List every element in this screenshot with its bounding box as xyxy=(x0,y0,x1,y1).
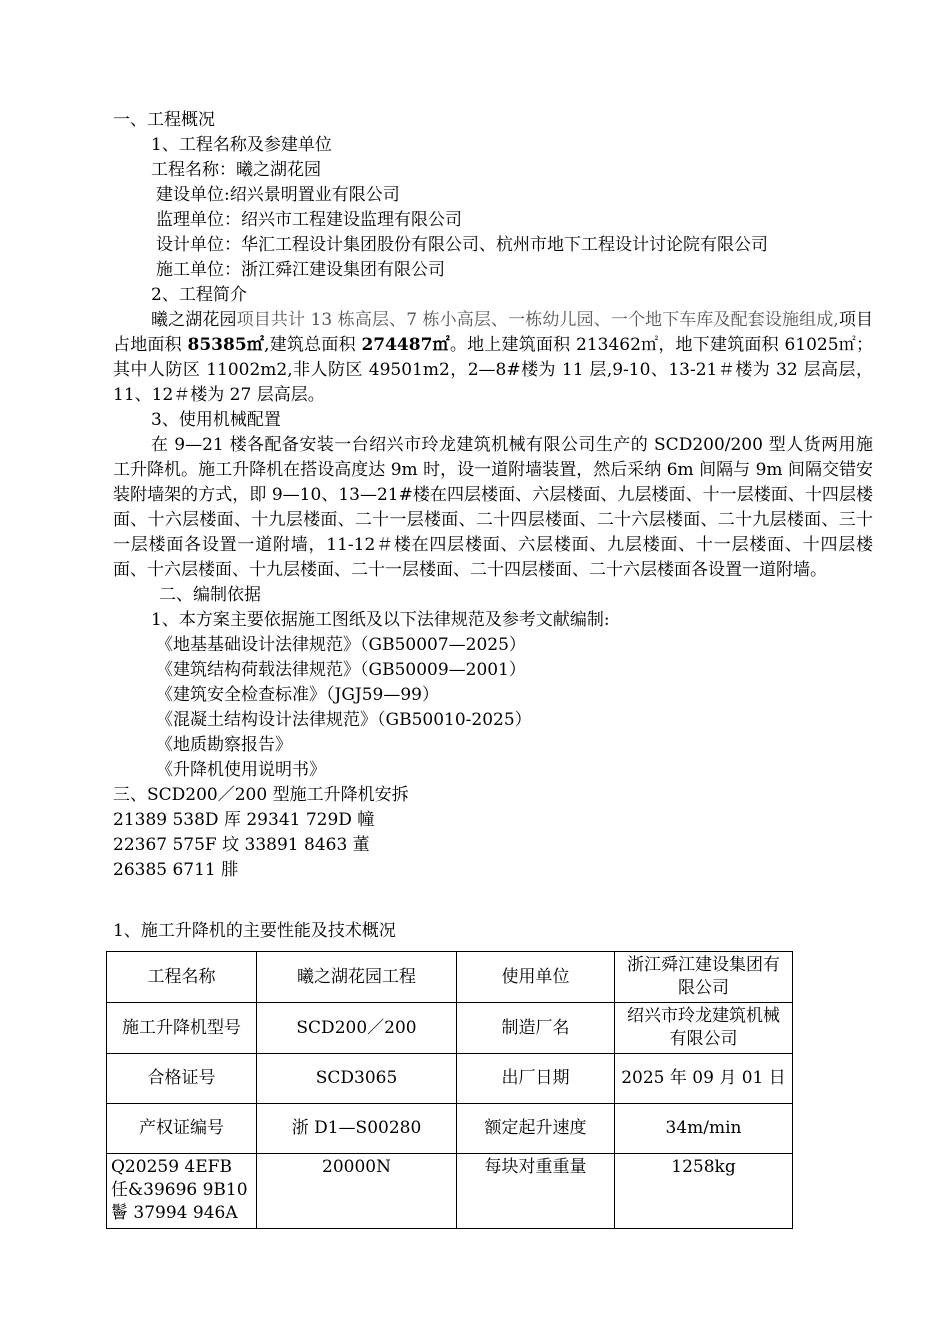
intro-area-total: 274487㎡ xyxy=(361,335,450,355)
table-row xyxy=(107,952,793,1003)
code-line: 26385 6711 腓 xyxy=(113,860,239,880)
table-cell: SCD200／200 xyxy=(257,1003,457,1054)
table-cell: 工程名称 xyxy=(107,952,257,1003)
table-row xyxy=(107,1154,793,1229)
intro-text-a: 项目占地面积 xyxy=(113,310,874,355)
intro-area-land: 85385㎡ xyxy=(187,335,265,355)
project-intro-paragraph xyxy=(113,308,873,408)
project-name-line: 工程名称：曦之湖花园 xyxy=(151,160,321,180)
blank-line xyxy=(113,883,873,908)
intro-gray-text: 项目共计 13 栋高层、7 栋小高层、一栋幼儿园、一个地下车库及配套设施组成, xyxy=(236,310,839,330)
subsection-heading: 2、工程简介 xyxy=(151,285,247,305)
intro-lead: 曦之湖花园 xyxy=(151,310,237,330)
table-row xyxy=(107,1104,793,1154)
table-row xyxy=(107,1054,793,1104)
table-cell: 施工升降机型号 xyxy=(107,1003,257,1054)
table-cell: 浙 D1—S00280 xyxy=(257,1104,457,1154)
table-cell: 制造厂名 xyxy=(457,1003,615,1054)
table-cell: 合格证号 xyxy=(107,1054,257,1104)
table-caption: 1、施工升降机的主要性能及技术概况 xyxy=(113,921,396,941)
designer-line: 设计单位：华汇工程设计集团股份有限公司、杭州市地下工程设计讨论院有限公司 xyxy=(156,235,768,255)
table-cell: 2025 年 09 月 01 日 xyxy=(615,1054,793,1104)
reference-item: 《混凝土结构设计法律规范》（GB50010-2025） xyxy=(156,710,532,730)
table-cell: SCD3065 xyxy=(257,1054,457,1104)
table-cell: 额定起升速度 xyxy=(457,1104,615,1154)
code-line: 21389 538D 厍 29341 729D 幢 xyxy=(113,810,375,830)
table-cell xyxy=(107,1154,257,1229)
reference-item: 《地质勘察报告》 xyxy=(156,735,292,755)
table-cell: 34m/min xyxy=(615,1104,793,1154)
builder-line: 建设单位:绍兴景明置业有限公司 xyxy=(156,185,400,205)
table-cell: 20000N xyxy=(257,1154,457,1229)
contractor-line: 施工单位：浙江舜江建设集团有限公司 xyxy=(156,260,445,280)
section-heading: 三、SCD200／200 型施工升降机安拆 xyxy=(113,785,409,805)
reference-item: 《建筑结构荷载法律规范》（GB50009—2001） xyxy=(156,660,526,680)
table-row xyxy=(107,1003,793,1054)
document-body xyxy=(113,108,873,944)
code-line: 22367 575F 坟 33891 8463 董 xyxy=(113,835,370,855)
reference-item: 《建筑安全检查标准》（JGJ59—99） xyxy=(156,685,439,705)
intro-text-c: 。地上建筑面积 213462㎡，地下建筑面积 61025㎡；其中人防区 11002m2,非人防区 49501m2，2—8#楼为 11 层,9-10、13-21＃楼为 32 层高层，11、12＃楼为 27 层高层。 xyxy=(113,335,873,405)
subsection-heading: 1、本方案主要依据施工图纸及以下法律规范及参考文献编制: xyxy=(151,610,610,630)
section-heading: 二、编制依据 xyxy=(159,585,261,605)
subsection-heading: 3、使用机械配置 xyxy=(151,410,281,430)
table-cell: 浙江舜江建设集团有限公司 xyxy=(615,952,793,1003)
code-text: Q20259 4EFB xyxy=(111,1157,232,1177)
machinery-paragraph: 在 9—21 楼各配备安装一台绍兴市玲龙建筑机械有限公司生产的 SCD200/200 型人货两用施工升降机。施工升降机在搭设高度达 9m 时，设一道附墙装置，然后采纳 6m 间隔与 9m 间隔交错安装附墙架的方式，即 9—10、13—21#楼在四层楼面、六层楼面、九层楼面、十一层楼面、十四层楼面、十六层楼面、十九层楼面、二十一层楼面、二十四层楼面、二十六层楼面、二十九层楼面、三十一层楼面各设置一道附墙，11-12＃楼在四层楼面、六层楼面、九层楼面、十一层楼面、十四层楼面、十六层楼面、十九层楼面、二十一层楼面、二十四层楼面、二十六层楼面各设置一道附墙。 xyxy=(113,435,873,580)
table-cell: 绍兴市玲龙建筑机械有限公司 xyxy=(615,1003,793,1054)
table-cell: 每块对重重量 xyxy=(457,1154,615,1229)
supervisor-line: 监理单位：绍兴市工程建设监理有限公司 xyxy=(156,210,462,230)
code-text: 鬠 37994 946A xyxy=(111,1203,238,1223)
reference-item: 《地基基础设计法律规范》（GB50007—2025） xyxy=(156,635,526,655)
table-cell: 使用单位 xyxy=(457,952,615,1003)
intro-text-b: ,建筑总面积 xyxy=(264,335,362,355)
reference-item: 《升降机使用说明书》 xyxy=(156,760,326,780)
subsection-heading: 1、工程名称及参建单位 xyxy=(151,135,332,155)
code-text: 任&39696 9B10 xyxy=(111,1180,248,1200)
spec-table xyxy=(106,951,793,1229)
table-cell: 产权证编号 xyxy=(107,1104,257,1154)
section-heading: 一、工程概况 xyxy=(113,110,215,130)
table-cell: 1258kg xyxy=(615,1154,793,1229)
table-cell: 出厂日期 xyxy=(457,1054,615,1104)
table-cell: 曦之湖花园工程 xyxy=(257,952,457,1003)
